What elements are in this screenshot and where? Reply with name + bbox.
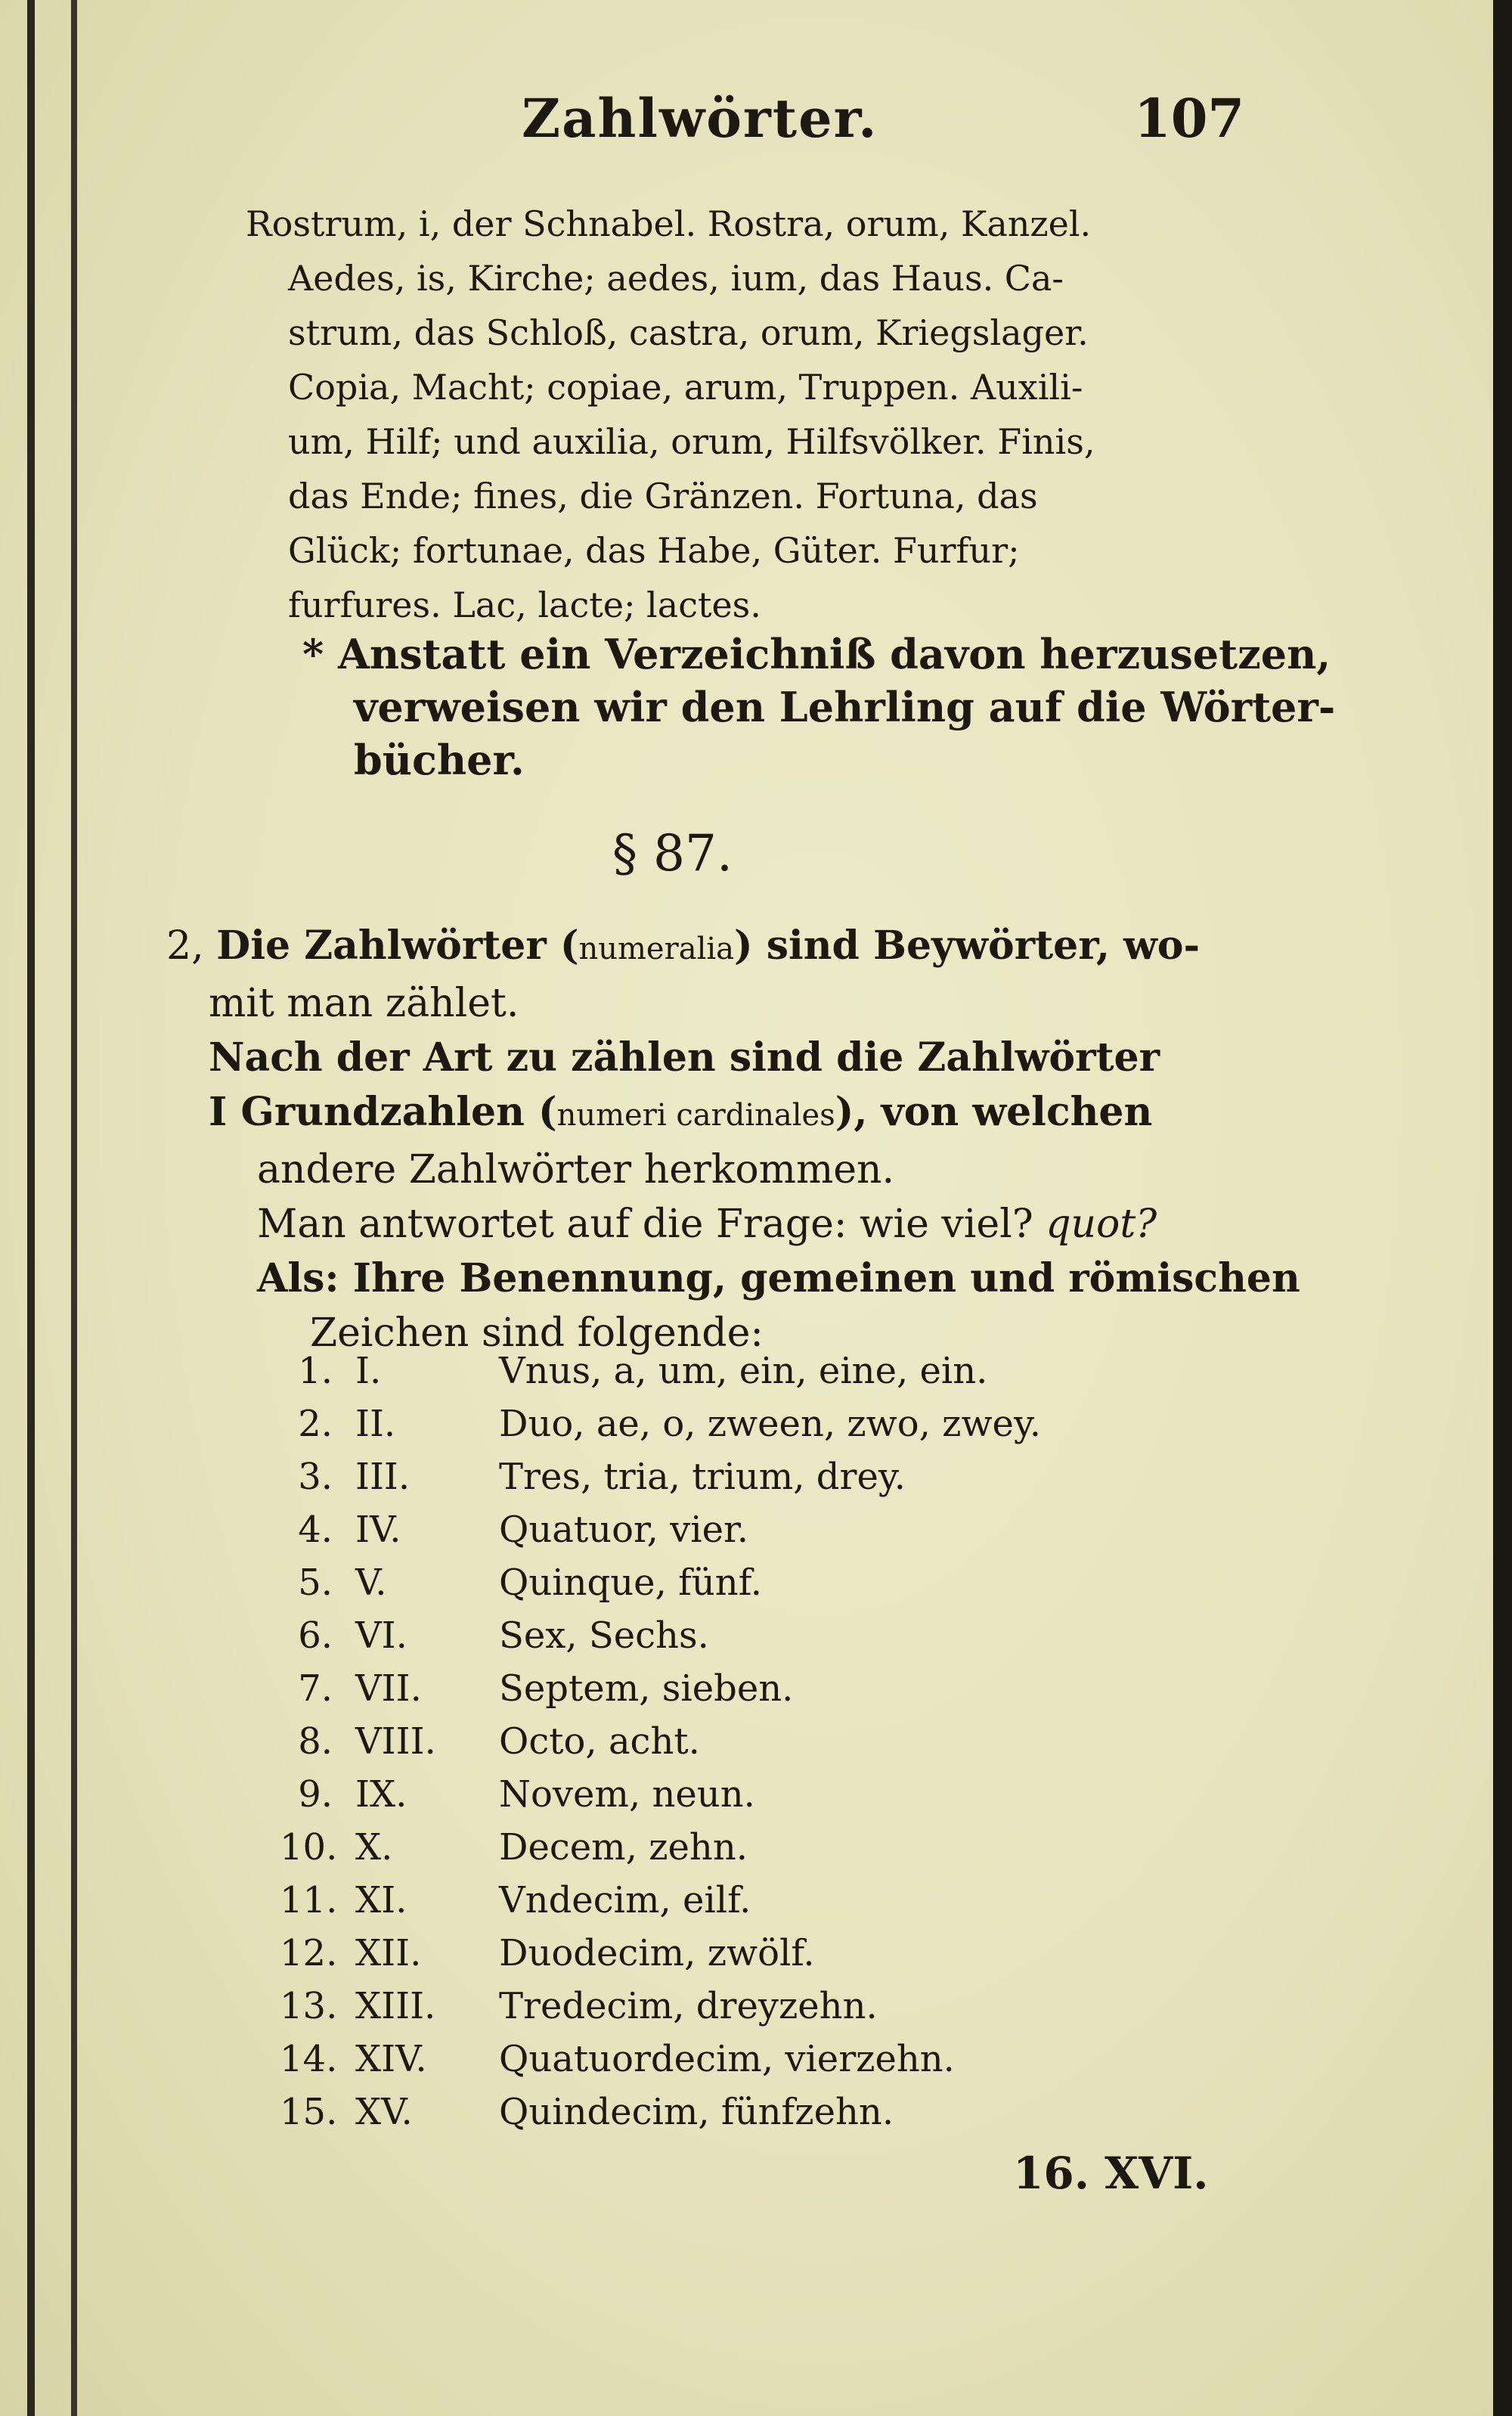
paragraph-line: das Ende; fines, die Gränzen. Fortuna, das xyxy=(288,476,1038,516)
section-heading: § 87. xyxy=(612,824,733,882)
rule-line: 2, Die Zahlwörter (numeralia) sind Beywörter, wo- xyxy=(166,923,1201,969)
note-line: bücher. xyxy=(354,736,525,784)
rule-line: andere Zahlwörter herkommen. xyxy=(257,1147,895,1192)
rule-paragraph xyxy=(166,919,1300,1360)
page-margin-line xyxy=(71,0,77,2416)
rule-line: Nach der Art zu zählen sind die Zahlwörter xyxy=(209,1034,1160,1081)
rule-line: Als: Ihre Benennung, gemeinen und römischen xyxy=(257,1255,1300,1301)
rule-line: Man antwortet auf die Frage: wie viel? quot? xyxy=(257,1202,1157,1247)
running-title: Zahlwörter. xyxy=(522,87,878,150)
paragraph-line: strum, das Schloß, castra, orum, Kriegslager. xyxy=(288,312,1089,353)
page-edge xyxy=(1493,0,1512,2416)
vocabulary-paragraph xyxy=(246,197,1259,632)
rule-line: mit man zählet. xyxy=(209,981,519,1026)
paragraph-line: Aedes, is, Kirche; aedes, ium, das Haus. Ca- xyxy=(288,258,1064,299)
rule-line: Zeichen sind folgende: xyxy=(310,1310,764,1356)
catchword: 16. XVI. xyxy=(1013,2148,1209,2199)
paragraph-line: Rostrum, i, der Schnabel. Rostra, orum, Kanzel. xyxy=(246,203,1092,244)
note-line: * Anstatt ein Verzeichniß davon herzusetzen, xyxy=(302,630,1331,678)
paragraph-line: Copia, Macht; copiae, arum, Truppen. Auxili- xyxy=(288,367,1083,408)
page-number: 107 xyxy=(1134,87,1245,150)
footnote xyxy=(302,628,1336,786)
rule-line: I Grundzahlen (numeri cardinales), von welchen xyxy=(209,1089,1153,1135)
paragraph-line: Glück; fortunae, das Habe, Güter. Furfur; xyxy=(288,530,1020,571)
rule-marker: 2, xyxy=(166,923,204,969)
book-page: Zahlwörter. 107 Rostrum, i, der Schnabel. Rostra, orum, Kanzel. Aedes, is, Kirche; aedes, ium, das Haus. Ca- strum, das Schloß, castra, orum, Kriegslager. Copia, Macht; copiae, arum, Truppen. Auxili- um, Hilf; und auxilia, orum, Hilfsvölker. Finis, das Ende; fines, die Gränzen. Fortuna, das Glück; fortunae, das Habe, Güter. Furfur; furfures. Lac, lacte; lactes. * Anstatt ein Verzeichniß davon herzusetzen, verweisen wir den Lehrling auf die Wörter- bücher. § 87. 2, Die Zahlwörter (numeralia) sind Beywörter, wo- mit man zählet. Nach der Art zu zählen sind die Zahlwörter I Grundzahlen (numeri cardinales), von welchen andere Zahlwörter herkommen. Man antwortet auf die Frage: wie viel? quot? Als: Ihre Benennung, gemeinen und römischen Zeichen sind folgende: 1. I. Vnus, a, um, ein, eine, ein. 2. II. Duo, ae, o, zween, zwo, zwey. 3. III. Tres, tria, trium, drey. 4. IV. Quatuor, vier. 5. V. Quinque, fünf. 6. VI. Sex, Sechs. 7. VII. Septem, sieben. 8. VIII. Octo, acht. 9. IX. Novem, neun. 10. X. Decem, zehn. 11. XI. Vndecim, eilf. 12. XII. Duodecim, zwölf. 13. XIII. Tredecim, dreyzehn. 14. XIV. Quatuordecim, vierzehn. 15. XV. Quindecim, fünfzehn. 16. XVI. xyxy=(0,0,1493,2416)
page-header xyxy=(0,87,1493,155)
page-gutter-line xyxy=(27,0,35,2416)
paragraph-line: furfures. Lac, lacte; lactes. xyxy=(288,585,761,625)
paragraph-line: um, Hilf; und auxilia, orum, Hilfsvölker. Finis, xyxy=(288,421,1095,462)
note-line: verweisen wir den Lehrling auf die Wörter- xyxy=(354,683,1336,731)
